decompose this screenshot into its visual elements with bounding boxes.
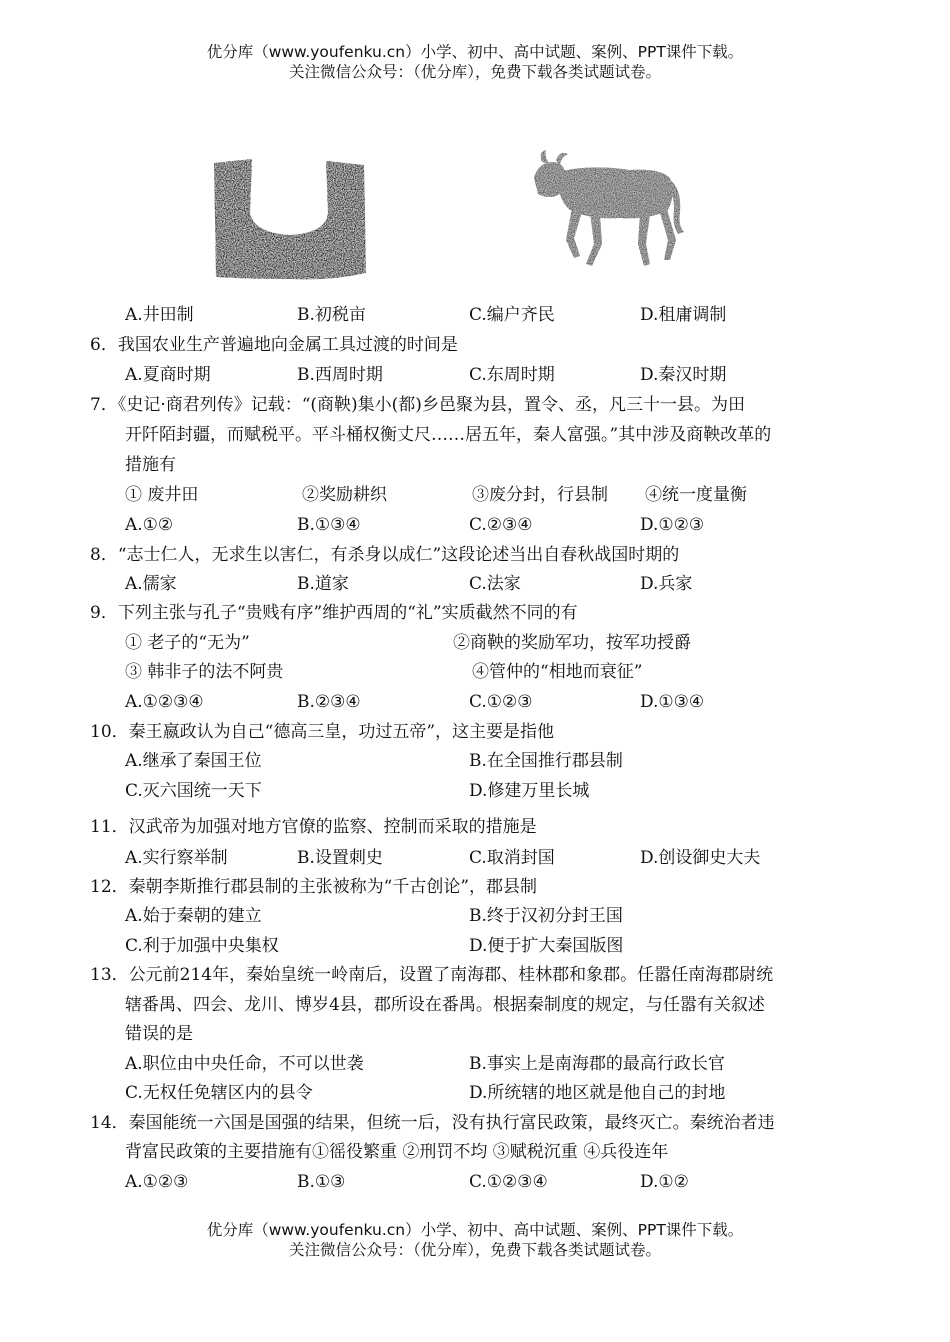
q7-option-b: B.①③④ bbox=[297, 515, 361, 535]
iron-plowshare-icon bbox=[210, 155, 368, 285]
q12-option-b: B.终于汉初分封王国 bbox=[469, 906, 623, 926]
q11-option-b: B.设置刺史 bbox=[297, 848, 383, 868]
q5-option-b: B.初税亩 bbox=[297, 305, 366, 325]
q8-option-c: C.法家 bbox=[469, 574, 521, 594]
q12-option-c: C.利于加强中央集权 bbox=[125, 936, 279, 956]
page-footer bbox=[0, 1220, 950, 1260]
footer-line-2: 关注微信公众号：（优分库），免费下载各类试题试卷。 bbox=[288, 1241, 661, 1259]
q10-stem: 10．秦王嬴政认为自己“德高三皇，功过五帝”，这主要是指他 bbox=[90, 722, 555, 742]
q9-stem: 9．下列主张与孔子“贵贱有序”维护西周的“礼”实质截然不同的有 bbox=[90, 603, 578, 623]
q5-option-a: A.井田制 bbox=[125, 305, 194, 325]
q14-option-d: D.①② bbox=[640, 1172, 689, 1192]
q9-item-3: ③ 韩非子的法不阿贵 bbox=[125, 662, 284, 682]
q14-option-a: A.①②③ bbox=[125, 1172, 189, 1192]
q7-item-3: ③废分封，行县制 bbox=[472, 485, 608, 505]
header-line-2: 关注微信公众号：（优分库），免费下载各类试题试卷。 bbox=[288, 63, 661, 81]
q9-option-c: C.①②③ bbox=[469, 692, 533, 712]
page-header bbox=[0, 42, 950, 82]
q7-item-4: ④统一度量衡 bbox=[645, 485, 747, 505]
q12-option-a: A.始于秦朝的建立 bbox=[125, 906, 262, 926]
q9-item-4: ④管仲的“相地而衰征” bbox=[472, 662, 643, 682]
q10-option-d: D.修建万里长城 bbox=[469, 781, 590, 801]
q6-option-a: A.夏商时期 bbox=[125, 365, 211, 385]
q6-option-b: B.西周时期 bbox=[297, 365, 383, 385]
q7-option-c: C.②③④ bbox=[469, 515, 533, 535]
q8-stem: 8．“志士仁人，无求生以害仁，有杀身以成仁”这段论述当出自春秋战国时期的 bbox=[90, 545, 680, 565]
q9-option-a: A.①②③④ bbox=[125, 692, 204, 712]
q6-option-d: D.秦汉时期 bbox=[640, 365, 727, 385]
q7-item-1: ① 废井田 bbox=[125, 485, 199, 505]
q7-option-a: A.①② bbox=[125, 515, 174, 535]
q7-stem-line-3: 措施有 bbox=[125, 455, 176, 475]
q9-item-1: ① 老子的“无为” bbox=[125, 633, 250, 653]
q7-stem-line-2: 开阡陌封疆，而赋税平。平斗桶权衡丈尺……居五年，秦人富强。”其中涉及商鞅改革的 bbox=[125, 425, 772, 445]
q9-item-2: ②商鞅的奖励军功，按军功授爵 bbox=[453, 633, 691, 653]
q13-option-a: A.职位由中央任命，不可以世袭 bbox=[125, 1054, 364, 1074]
header-line-1: 优分库（www.youfenku.cn）小学、初中、高中试题、案例、PPT课件下载。 bbox=[206, 43, 744, 61]
q11-option-c: C.取消封国 bbox=[469, 848, 555, 868]
q13-option-c: C.无权任免辖区内的县令 bbox=[125, 1083, 313, 1103]
q11-stem: 11．汉武帝为加强对地方官僚的监察、控制而采取的措施是 bbox=[90, 817, 537, 837]
q9-option-b: B.②③④ bbox=[297, 692, 361, 712]
q14-stem-line-2: 背富民政策的主要措施有①徭役繁重 ②刑罚不均 ③赋税沉重 ④兵役连年 bbox=[125, 1142, 669, 1162]
q13-stem-line-3: 错误的是 bbox=[125, 1024, 193, 1044]
q12-option-d: D.便于扩大秦国版图 bbox=[469, 936, 624, 956]
q5-option-c: C.编户齐民 bbox=[469, 305, 555, 325]
ox-icon bbox=[520, 148, 690, 273]
q8-option-d: D.兵家 bbox=[640, 574, 693, 594]
q10-option-b: B.在全国推行郡县制 bbox=[469, 751, 623, 771]
q10-option-a: A.继承了秦国王位 bbox=[125, 751, 262, 771]
q7-item-2: ②奖励耕织 bbox=[302, 485, 387, 505]
q5-option-d: D.租庸调制 bbox=[640, 305, 727, 325]
q9-option-d: D.①③④ bbox=[640, 692, 705, 712]
q11-option-d: D.创设御史大夫 bbox=[640, 848, 761, 868]
q13-stem-line-2: 辖番禺、四会、龙川、博岁4县，郡所设在番禺。根据秦制度的规定，与任嚣有关叙述 bbox=[125, 995, 765, 1015]
q13-option-b: B.事实上是南海郡的最高行政长官 bbox=[469, 1054, 725, 1074]
q6-stem: 6．我国农业生产普遍地向金属工具过渡的时间是 bbox=[90, 335, 458, 355]
q6-option-c: C.东周时期 bbox=[469, 365, 555, 385]
q8-option-b: B.道家 bbox=[297, 574, 349, 594]
q8-option-a: A.儒家 bbox=[125, 574, 177, 594]
q7-stem-line-1: 7．《史记·商君列传》记载：“(商鞅)集小(都)乡邑聚为县，置令、丞，凡三十一县。为田 bbox=[90, 395, 745, 415]
q14-option-b: B.①③ bbox=[297, 1172, 346, 1192]
q10-option-c: C.灭六国统一天下 bbox=[125, 781, 262, 801]
q13-stem-line-1: 13．公元前214年，秦始皇统一岭南后，设置了南海郡、桂林郡和象郡。任嚣任南海郡尉统 bbox=[90, 965, 774, 985]
q14-option-c: C.①②③④ bbox=[469, 1172, 548, 1192]
q14-stem-line-1: 14．秦国能统一六国是国强的结果，但统一后，没有执行富民政策，最终灭亡。秦统治者违 bbox=[90, 1113, 775, 1133]
q12-stem: 12．秦朝李斯推行郡县制的主张被称为“千古创论”，郡县制 bbox=[90, 877, 538, 897]
q13-option-d: D.所统辖的地区就是他自己的封地 bbox=[469, 1083, 726, 1103]
q11-option-a: A.实行察举制 bbox=[125, 848, 228, 868]
footer-line-1: 优分库（www.youfenku.cn）小学、初中、高中试题、案例、PPT课件下载。 bbox=[206, 1221, 744, 1239]
q7-option-d: D.①②③ bbox=[640, 515, 705, 535]
